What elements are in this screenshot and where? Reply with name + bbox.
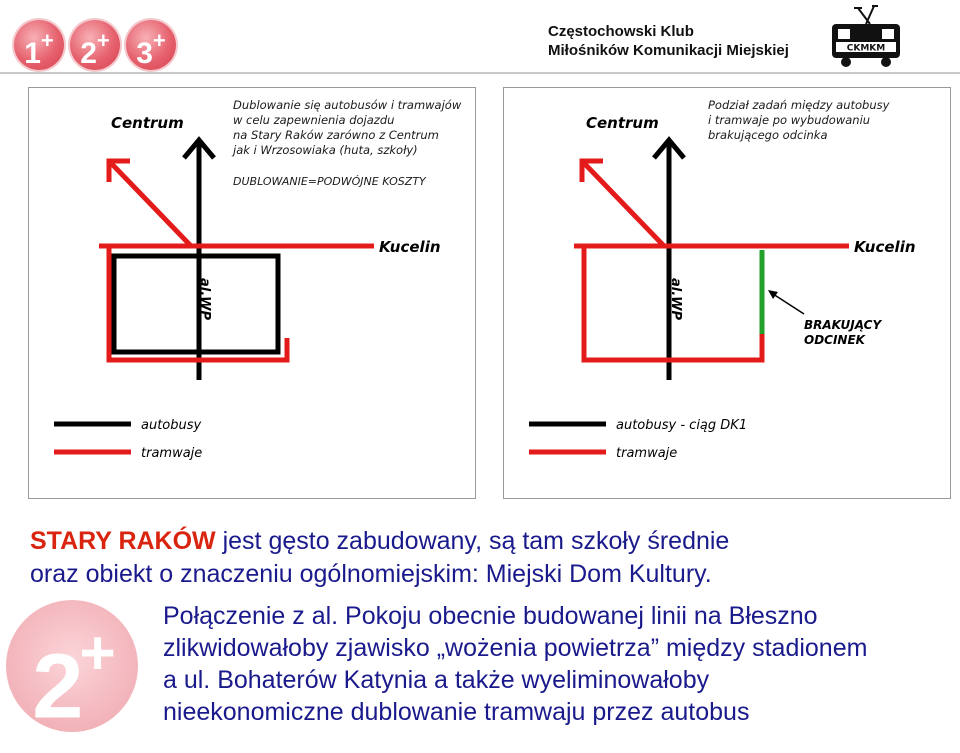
kucelin-label: Kucelin (854, 238, 916, 256)
tram-diagonal-line (109, 161, 191, 246)
club-name-line2: Miłośników Komunikacji Miejskiej (548, 42, 789, 59)
proposal-paragraph (163, 600, 867, 728)
logo-text: CKMKM (846, 43, 886, 54)
legend-tram-label: tramwaje (141, 446, 203, 461)
badge-2plus: 2+ (70, 20, 120, 70)
missing-label-line1: BRAKUJĄCY (804, 318, 882, 332)
centrum-label: Centrum (586, 114, 659, 132)
legend-bus-label: autobusy (141, 418, 202, 433)
legend-tram-label: tramwaje (616, 446, 678, 461)
highlight-stary-rakow: STARY RAKÓW (30, 527, 216, 555)
kucelin-label: Kucelin (379, 238, 441, 256)
proposal-line: a ul. Bohaterów Katynia a także wyeliminowałoby (163, 666, 710, 694)
proposal-line: nieekonomiczne dublowanie tramwaju przez autobus (163, 698, 750, 726)
missing-label-line2: ODCINEK (804, 333, 865, 347)
club-name-line1: Częstochowski Klub (548, 23, 694, 40)
club-name (548, 22, 789, 60)
left-note-cost: DUBLOWANIE=PODWÓJNE KOSZTY (233, 175, 426, 188)
left-note: Dublowanie się autobusów i tramwajów w celu zapewnienia dojazdu na Stary Raków zarówno z Centrum jak i Wrzosowiaka (huta, szkoły) (233, 98, 462, 157)
right-diagram-panel (503, 87, 951, 499)
header-divider (0, 72, 960, 74)
left-diagram-panel (28, 87, 476, 499)
intro-text (30, 525, 729, 591)
proposal-line: zlikwidowałoby zjawisko „wożenia powietrza” między stadionem (163, 634, 868, 662)
centrum-label: Centrum (111, 114, 184, 132)
ckmkm-tram-logo (828, 2, 904, 70)
pointer-arrowhead-icon (768, 290, 778, 299)
street-label: al.WP (668, 278, 683, 321)
badge-2plus-large: 2+ (6, 600, 138, 732)
right-note: Podział zadań między autobusy i tramwaje po wybudowaniu brakującego odcinka (708, 98, 890, 142)
proposal-line: Połączenie z al. Pokoju obecnie budowanej linii na Błeszno (163, 602, 818, 630)
badge-3plus: 3+ (126, 20, 176, 70)
legend-bus-label: autobusy - ciąg DK1 (616, 418, 748, 433)
intro-line1-rest: jest gęsto zabudowany, są tam szkoły średnie (215, 527, 730, 555)
intro-line1 (30, 525, 729, 558)
intro-line2: oraz obiekt o znaczeniu ogólnomiejskim: Miejski Dom Kultury. (30, 560, 712, 588)
tram-diagonal-line (582, 161, 664, 246)
right-diagram-svg (504, 88, 950, 498)
bus-loop-line (114, 256, 278, 352)
badge-1plus: 1+ (14, 20, 64, 70)
street-label: al.WP (197, 278, 212, 321)
